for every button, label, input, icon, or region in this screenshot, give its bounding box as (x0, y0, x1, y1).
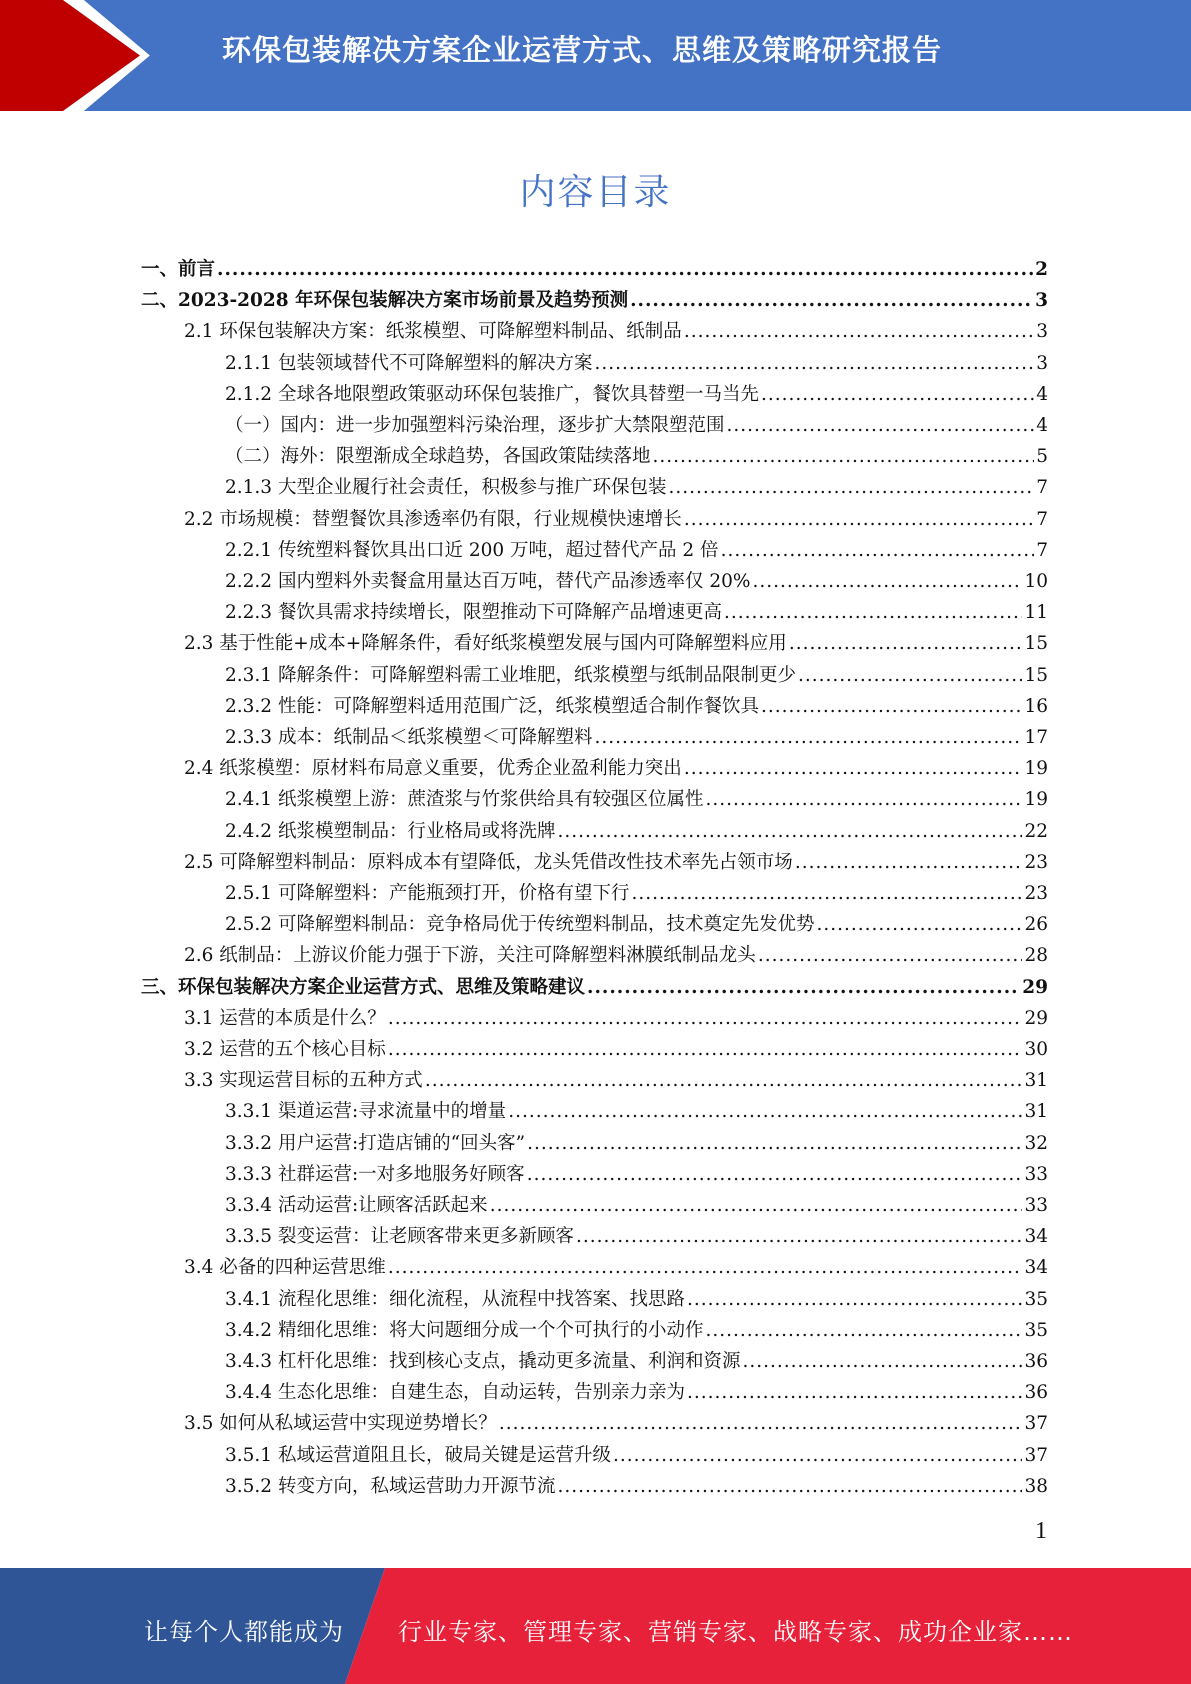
toc-entry[interactable] (184, 940, 1048, 971)
toc-entry[interactable] (184, 847, 1048, 878)
toc-entry[interactable] (225, 1128, 1048, 1159)
toc-dot-leader (630, 285, 1033, 316)
toc-entry-page: 38 (1024, 1475, 1048, 1497)
toc-entry[interactable] (225, 1315, 1048, 1346)
toc-entry-label: 2.4 纸浆模塑：原材料布局意义重要，优秀企业盈利能力突出 (184, 758, 682, 780)
toc-entry-label: 3.3.5 裂变运营：让老顾客带来更多新顾客 (225, 1226, 574, 1248)
report-title: 环保包装解决方案企业运营方式、思维及策略研究报告 (222, 33, 943, 67)
toc-entry-label: 2.3 基于性能+成本+降解条件，看好纸浆模塑发展与国内可降解塑料应用 (184, 633, 787, 655)
toc-entry-page: 28 (1024, 945, 1048, 967)
toc-entry-page: 29 (1024, 1007, 1048, 1029)
toc-entry-page: 15 (1024, 633, 1048, 655)
footer-slogan-left: 让每个人都能成为 (144, 1618, 344, 1646)
footer-slogan-right: 行业专家、管理专家、营销专家、战略专家、成功企业家…… (398, 1618, 1073, 1646)
toc-entry-page: 7 (1036, 508, 1048, 530)
toc-entry-label: 3.3 实现运营目标的五种方式 (184, 1070, 423, 1092)
toc-entry-page: 33 (1024, 1195, 1048, 1216)
toc-entry-page: 23 (1024, 883, 1048, 904)
toc-entry-page: 7 (1036, 539, 1048, 561)
toc-entry[interactable] (184, 316, 1048, 347)
toc-dot-leader (705, 1315, 1022, 1346)
toc-entry-label: 2.1 环保包装解决方案：纸浆模塑、可降解塑料制品、纸制品 (184, 321, 682, 343)
toc-entry[interactable] (225, 816, 1048, 847)
toc-entry[interactable] (184, 1408, 1048, 1439)
toc-dot-leader (684, 753, 1023, 784)
toc-entry-page: 37 (1024, 1413, 1048, 1435)
toc-dot-leader (687, 1284, 1022, 1315)
toc-dot-leader (594, 348, 1034, 379)
toc-entry-page: 23 (1024, 851, 1048, 873)
toc-entry-label: 3.4.3 杠杆化思维：找到核心支点，撬动更多流量、利润和资源 (225, 1351, 741, 1372)
toc-dot-leader (557, 816, 1022, 847)
toc-entry-label: 3.5.2 转变方向，私域运营助力开源节流 (225, 1475, 556, 1497)
toc-entry[interactable] (141, 285, 1048, 316)
toc-entry-label: 2.1.3 大型企业履行社会责任，积极参与推广环保包装 (225, 477, 667, 499)
toc-entry[interactable] (225, 878, 1048, 909)
toc-dot-leader (742, 1346, 1022, 1377)
toc-entry-label: 2.4.2 纸浆模塑制品：行业格局或将洗牌 (225, 820, 556, 842)
toc-entry[interactable] (225, 1440, 1048, 1471)
toc-entry-page: 19 (1024, 758, 1048, 780)
toc-entry-label: 二、2023-2028 年环保包装解决方案市场前景及趋势预测 (141, 290, 629, 312)
toc-dot-leader (684, 504, 1034, 535)
toc-entry[interactable] (184, 628, 1048, 659)
toc-entry-label: 3.3.1 渠道运营:寻求流量中的增量 (225, 1101, 507, 1123)
toc-dot-leader (217, 254, 1033, 285)
toc-dot-leader (684, 316, 1034, 347)
toc-entry[interactable] (225, 535, 1048, 566)
toc-entry-label: 3.5 如何从私域运营中实现逆势增长？ (184, 1413, 497, 1435)
toc-entry-page: 19 (1024, 789, 1048, 811)
toc-entry[interactable] (225, 1471, 1048, 1502)
toc-entry-page: 36 (1024, 1351, 1048, 1372)
toc-entry[interactable] (225, 379, 1048, 410)
toc-entry-page: 3 (1035, 290, 1048, 312)
toc-entry[interactable] (225, 410, 1048, 441)
toc-entry[interactable] (141, 972, 1048, 1003)
toc-entry[interactable] (184, 1065, 1048, 1096)
toc-entry-page: 3 (1036, 321, 1048, 343)
toc-entry-label: 3.3.4 活动运营:让顾客活跃起来 (225, 1195, 488, 1216)
toc-dot-leader (761, 379, 1034, 410)
toc-entry-label: 2.1.1 包装领域替代不可降解塑料的解决方案 (225, 352, 593, 374)
toc-entry-label: 3.2 运营的五个核心目标 (184, 1039, 386, 1060)
toc-dot-leader (388, 1252, 1023, 1283)
toc-entry-label: 2.3.2 性能：可降解塑料适用范围广泛，纸浆模塑适合制作餐饮具 (225, 695, 759, 717)
toc-dot-leader (388, 1003, 1023, 1034)
toc-entry-page: 30 (1024, 1039, 1048, 1060)
toc-entry-label: 2.6 纸制品：上游议价能力强于下游，关注可降解塑料淋膜纸制品龙头 (184, 945, 756, 967)
toc-dot-leader (557, 1471, 1022, 1502)
toc-entry[interactable] (225, 1346, 1048, 1377)
toc-entry-page: 4 (1036, 415, 1048, 436)
toc-entry[interactable] (225, 348, 1048, 379)
toc-entry[interactable] (225, 1159, 1048, 1190)
toc-entry-label: 3.4.1 流程化思维：细化流程，从流程中找答案、找思路 (225, 1288, 685, 1310)
toc-entry-page: 15 (1024, 664, 1048, 686)
toc-entry-page: 37 (1024, 1444, 1048, 1466)
toc-entry-page: 29 (1022, 976, 1048, 998)
toc-dot-leader (594, 722, 1022, 753)
toc-title: 内容目录 (519, 172, 672, 213)
toc-entry[interactable] (225, 441, 1048, 472)
toc-dot-leader (752, 566, 1022, 597)
toc-entry-page: 10 (1024, 571, 1048, 592)
toc-entry-page: 34 (1024, 1226, 1048, 1248)
toc-dot-leader (727, 410, 1035, 441)
toc-entry-label: 2.5.1 可降解塑料：产能瓶颈打开，价格有望下行 (225, 883, 630, 904)
toc-entry[interactable] (184, 753, 1048, 784)
toc-entry-page: 3 (1036, 352, 1048, 374)
toc-entry[interactable] (225, 660, 1048, 691)
toc-entry-label: 三、环保包装解决方案企业运营方式、思维及策略建议 (141, 976, 586, 998)
toc-dot-leader (527, 1159, 1023, 1190)
toc-entry-label: 2.2.2 国内塑料外卖餐盒用量达百万吨，替代产品渗透率仅 20% (225, 571, 751, 592)
toc-entry[interactable] (184, 1252, 1048, 1283)
toc-entry[interactable] (225, 722, 1048, 753)
toc-entry[interactable] (225, 1284, 1048, 1315)
toc-dot-leader (687, 1377, 1022, 1408)
toc-dot-leader (388, 1034, 1023, 1065)
page-number: 1 (1035, 1518, 1047, 1544)
toc-dot-leader (613, 1440, 1022, 1471)
toc-entry-page: 35 (1024, 1288, 1048, 1310)
toc-dot-leader (816, 909, 1022, 940)
header-band (0, 0, 1191, 111)
toc-entry-label: （二）海外：限塑渐成全球趋势，各国政策陆续落地 (225, 446, 651, 468)
toc-entry-page: 33 (1024, 1163, 1048, 1185)
toc-entry-page: 36 (1024, 1382, 1048, 1404)
toc-dot-leader (705, 784, 1022, 815)
toc-dot-leader (761, 691, 1022, 722)
toc-dot-leader (798, 660, 1022, 691)
toc-entry[interactable] (225, 1377, 1048, 1408)
toc-entry-label: 3.4.4 生态化思维：自建生态，自动运转，告别亲力亲为 (225, 1382, 685, 1404)
toc-entry[interactable] (225, 1096, 1048, 1127)
toc-entry-label: 3.4.2 精细化思维：将大问题细分成一个个可执行的小动作 (225, 1319, 704, 1341)
toc-entry-page: 22 (1024, 820, 1048, 842)
toc-entry-label: 3.4 必备的四种运营思维 (184, 1257, 386, 1279)
toc-entry-label: 一、前言 (141, 259, 216, 280)
toc-entry-label: 2.3.1 降解条件：可降解塑料需工业堆肥，纸浆模塑与纸制品限制更少 (225, 664, 796, 686)
toc-entry-label: （一）国内：进一步加强塑料污染治理，逐步扩大禁限塑范围 (225, 415, 725, 436)
toc-entry-page: 26 (1024, 914, 1048, 936)
toc-dot-leader (527, 1128, 1022, 1159)
toc-entry-page: 4 (1036, 383, 1048, 405)
toc-entry-label: 2.5 可降解塑料制品：原料成本有望降低，龙头凭借改性技术率先占领市场 (184, 851, 793, 873)
toc-entry-label: 2.3.3 成本：纸制品＜纸浆模塑＜可降解塑料 (225, 727, 593, 748)
toc-entry[interactable] (184, 1034, 1048, 1065)
toc-entry-page: 7 (1036, 477, 1048, 499)
toc-entry[interactable] (225, 909, 1048, 940)
toc-entry[interactable] (225, 784, 1048, 815)
toc-dot-leader (653, 441, 1035, 472)
toc-dot-leader (668, 472, 1034, 503)
toc-dot-leader (490, 1190, 1023, 1221)
toc-entry-label: 3.1 运营的本质是什么？ (184, 1007, 386, 1029)
toc-entry[interactable] (225, 566, 1048, 597)
toc-entry[interactable] (225, 1190, 1048, 1221)
toc-entry[interactable] (225, 472, 1048, 503)
toc-dot-leader (724, 597, 1022, 628)
toc-entry[interactable] (184, 1003, 1048, 1034)
toc-entry-label: 3.3.3 社群运营:一对多地服务好顾客 (225, 1163, 525, 1185)
toc-entry-page: 17 (1024, 727, 1048, 748)
toc-entry-label: 2.2.3 餐饮具需求持续增长，限塑推动下可降解产品增速更高 (225, 602, 722, 624)
toc-dot-leader (721, 535, 1035, 566)
toc-entry[interactable] (184, 504, 1048, 535)
toc-entry-label: 3.5.1 私域运营道阻且长，破局关键是运营升级 (225, 1444, 611, 1466)
header-arrow-icon (0, 0, 160, 111)
toc-dot-leader (576, 1221, 1022, 1252)
toc-entry-label: 2.2.1 传统塑料餐饮具出口近 200 万吨，超过替代产品 2 倍 (225, 539, 719, 561)
toc-entry-page: 31 (1024, 1070, 1048, 1092)
toc-dot-leader (758, 940, 1023, 971)
toc-dot-leader (587, 972, 1020, 1003)
toc-entry-page: 35 (1024, 1319, 1048, 1341)
toc-entry-label: 2.4.1 纸浆模塑上游：蔗渣浆与竹浆供给具有较强区位属性 (225, 789, 704, 811)
toc-entry-page: 11 (1024, 602, 1048, 624)
toc-entry[interactable] (225, 597, 1048, 628)
toc-entry-page: 32 (1024, 1132, 1048, 1154)
toc-entry[interactable] (141, 254, 1048, 285)
toc-entry-label: 3.3.2 用户运营:打造店铺的“回头客” (225, 1132, 526, 1154)
toc-entry-label: 2.2 市场规模：替塑餐饮具渗透率仍有限，行业规模快速增长 (184, 508, 682, 530)
toc-entry-label: 2.5.2 可降解塑料制品：竞争格局优于传统塑料制品，技术奠定先发优势 (225, 914, 815, 936)
toc-entry-label: 2.1.2 全球各地限塑政策驱动环保包装推广，餐饮具替塑一马当先 (225, 383, 759, 405)
toc-entry-page: 31 (1024, 1101, 1048, 1123)
toc-entry-page: 16 (1024, 695, 1048, 717)
toc-entry[interactable] (225, 1221, 1048, 1252)
toc-dot-leader (631, 878, 1022, 909)
toc-dot-leader (425, 1065, 1023, 1096)
toc-entry[interactable] (225, 691, 1048, 722)
toc-dot-leader (789, 628, 1023, 659)
toc-dot-leader (795, 847, 1023, 878)
footer-band (0, 1568, 1191, 1684)
toc-entry-page: 34 (1024, 1257, 1048, 1279)
toc-entry-page: 5 (1036, 446, 1048, 468)
toc-dot-leader (499, 1408, 1023, 1439)
toc-entry-page: 2 (1035, 259, 1048, 280)
toc-dot-leader (508, 1096, 1022, 1127)
